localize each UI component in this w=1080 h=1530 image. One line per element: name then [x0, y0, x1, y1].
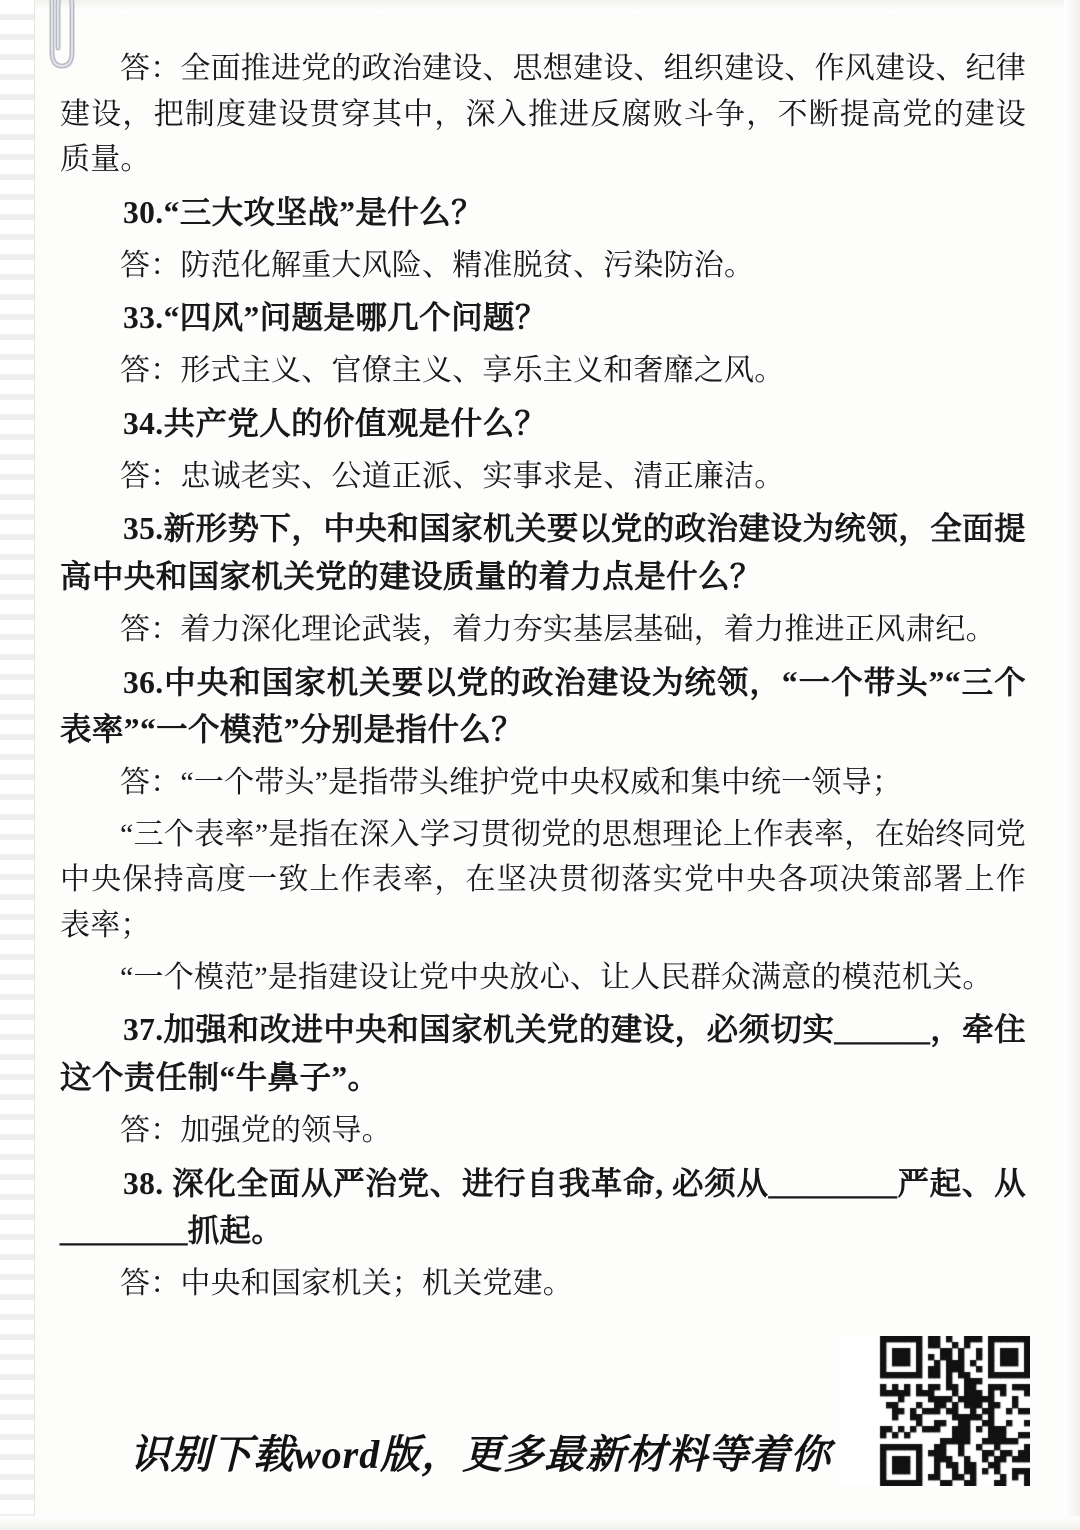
paper-edge-top: [0, 0, 1080, 12]
text-line: 答：“一个带头”是指带头维护党中央权威和集中统一领导；: [120, 766, 903, 800]
qr-code[interactable]: [840, 1336, 1030, 1486]
paper-edge-left: [0, 0, 35, 1530]
question-line: 33.“四风”问题是哪几个问题？: [123, 300, 547, 336]
paperclip-icon: [38, 0, 84, 78]
text-line: 答：中央和国家机关；机关党建。: [120, 1267, 573, 1301]
text-line: “一个模范”是指建设让党中央放心、让人民群众满意的模范机关。: [120, 960, 993, 994]
document-body: [60, 46, 1026, 1466]
paper-edge-right: [1064, 0, 1080, 1530]
question-line: 38. 深化全面从严治党、进行自我革命, 必须从＿＿＿＿严起、从＿＿＿＿抓起。: [60, 1165, 1026, 1249]
question-line: 36.中央和国家机关要以党的政治建设为统领，“一个带头”“三个表率”“一个模范”分别是指什么？: [60, 664, 1026, 748]
question-line: 34.共产党人的价值观是什么？: [123, 405, 547, 441]
text-line: 答：形式主义、官僚主义、享乐主义和奢靡之风。: [120, 354, 785, 388]
text-line: 答：忠诚老实、公道正派、实事求是、清正廉洁。: [120, 459, 785, 493]
question-line: 30.“三大攻坚战”是什么？: [123, 194, 483, 230]
page-footer: [0, 1344, 1080, 1494]
promo-text: 识别下载word版，更多最新材料等着你: [130, 1432, 832, 1477]
text-line: 答：全面推进党的政治建设、思想建设、组织建设、作风建设、纪律建设，把制度建设贯穿其中，深入推进反腐败斗争，不断提高党的建设质量。: [60, 52, 1026, 177]
paper-edge-bottom: [0, 1516, 1080, 1530]
question-line: 37.加强和改进中央和国家机关党的建设，必须切实＿＿＿，牵住这个责任制“牛鼻子”。: [60, 1012, 1026, 1096]
question-line: 35.新形势下，中央和国家机关要以党的政治建设为统领，全面提高中央和国家机关党的建设质量的着力点是什么？: [60, 511, 1026, 595]
text-line: 答：防范化解重大风险、精准脱贫、污染防治。: [120, 248, 755, 282]
text-line: 答：加强党的领导。: [120, 1114, 392, 1147]
text-line: 答：着力深化理论武装，着力夯实基层基础，着力推进正风肃纪。: [120, 612, 996, 646]
text-line: “三个表率”是指在深入学习贯彻党的思想理论上作表率，在始终同党中央保持高度一致上作表率，在坚决贯彻落实党中央各项决策部署上作表率；: [60, 817, 1026, 943]
